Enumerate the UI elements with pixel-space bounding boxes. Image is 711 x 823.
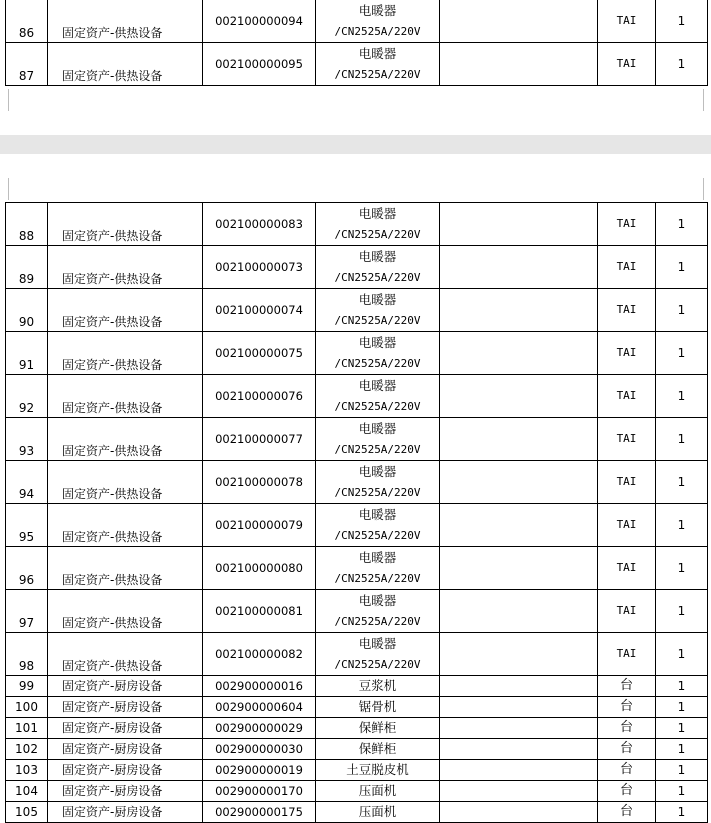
table-row [6,0,708,43]
row-number: 90 [6,289,48,332]
asset-spec: /CN2525A/220V [334,486,421,499]
asset-name: 锯骨机 [358,699,397,714]
quantity-cell: 1 [656,43,708,86]
blank-cell [440,43,598,86]
asset-code-cell: 002900000019 [203,760,316,781]
category-cell: 固定资产-供热设备 [48,0,203,43]
quantity-cell: 1 [656,718,708,739]
page-corner-mark [703,89,710,111]
asset-name-cell [316,802,440,823]
asset-table-page-1 [5,0,708,86]
quantity-cell: 1 [656,633,708,676]
blank-cell [440,590,598,633]
quantity-cell: 1 [656,461,708,504]
asset-spec: /CN2525A/220V [334,68,421,81]
row-number: 88 [6,203,48,246]
asset-name-cell [316,418,440,461]
table-row [6,718,708,739]
quantity-cell: 1 [656,676,708,697]
quantity-cell: 1 [656,547,708,590]
quantity-cell: 1 [656,760,708,781]
category-cell: 固定资产-供热设备 [48,504,203,547]
quantity-cell: 1 [656,590,708,633]
asset-name-cell [316,332,440,375]
unit-cell: TAI [598,418,656,461]
asset-spec: /CN2525A/220V [334,443,421,456]
quantity-cell: 1 [656,0,708,43]
blank-cell [440,802,598,823]
asset-name-cell [316,547,440,590]
row-number: 99 [6,676,48,697]
asset-code-cell: 002100000075 [203,332,316,375]
asset-name: 电暖器 [358,335,397,350]
blank-cell [440,246,598,289]
row-number: 105 [6,802,48,823]
category-cell: 固定资产-厨房设备 [48,781,203,802]
asset-code-cell: 002900000170 [203,781,316,802]
asset-name: 压面机 [358,804,397,819]
asset-spec: /CN2525A/220V [334,228,421,241]
table-row [6,760,708,781]
asset-name: 保鲜柜 [358,741,397,756]
asset-name-cell [316,590,440,633]
category-cell: 固定资产-厨房设备 [48,802,203,823]
document-page-2 [0,154,711,819]
unit-cell: 台 [598,760,656,781]
asset-name-cell [316,697,440,718]
asset-spec: /CN2525A/220V [334,400,421,413]
blank-cell [440,718,598,739]
asset-name-cell [316,461,440,504]
asset-name: 土豆脱皮机 [346,762,409,777]
asset-table-page-2 [5,202,708,823]
blank-cell [440,0,598,43]
category-cell: 固定资产-厨房设备 [48,718,203,739]
asset-name: 电暖器 [358,464,397,479]
unit-cell: TAI [598,590,656,633]
quantity-cell: 1 [656,802,708,823]
category-cell: 固定资产-供热设备 [48,461,203,504]
asset-name: 电暖器 [358,421,397,436]
table-row [6,43,708,86]
asset-spec: /CN2525A/220V [334,314,421,327]
asset-name-cell [316,0,440,43]
unit-cell: TAI [598,289,656,332]
asset-code-cell: 002100000074 [203,289,316,332]
category-cell: 固定资产-供热设备 [48,203,203,246]
row-number: 91 [6,332,48,375]
table-row [6,781,708,802]
quantity-cell: 1 [656,418,708,461]
category-cell: 固定资产-供热设备 [48,246,203,289]
quantity-cell: 1 [656,332,708,375]
asset-code-cell: 002900000604 [203,697,316,718]
table-row [6,590,708,633]
category-cell: 固定资产-供热设备 [48,375,203,418]
category-cell: 固定资产-厨房设备 [48,676,203,697]
page-corner-mark [703,178,710,200]
asset-code-cell: 002100000083 [203,203,316,246]
table-row [6,418,708,461]
category-cell: 固定资产-厨房设备 [48,697,203,718]
asset-code-cell: 002100000095 [203,43,316,86]
row-number: 103 [6,760,48,781]
page-corner-mark [2,178,9,200]
unit-cell: 台 [598,781,656,802]
quantity-cell: 1 [656,781,708,802]
page-separator [0,135,711,154]
asset-code-cell: 002900000175 [203,802,316,823]
category-cell: 固定资产-供热设备 [48,332,203,375]
row-number: 97 [6,590,48,633]
table-row [6,802,708,823]
category-cell: 固定资产-供热设备 [48,43,203,86]
asset-name: 豆浆机 [358,678,397,693]
asset-code-cell: 002100000081 [203,590,316,633]
asset-code-cell: 002100000078 [203,461,316,504]
asset-code-cell: 002100000073 [203,246,316,289]
asset-code-cell: 002100000077 [203,418,316,461]
table-row [6,289,708,332]
unit-cell: TAI [598,504,656,547]
table-row [6,504,708,547]
quantity-cell: 1 [656,246,708,289]
asset-name: 电暖器 [358,593,397,608]
quantity-cell: 1 [656,697,708,718]
table-row [6,332,708,375]
table-row [6,375,708,418]
unit-cell: TAI [598,43,656,86]
row-number: 93 [6,418,48,461]
asset-name: 电暖器 [358,206,397,221]
blank-cell [440,781,598,802]
asset-name: 电暖器 [358,249,397,264]
unit-cell: TAI [598,246,656,289]
asset-name-cell [316,43,440,86]
asset-spec: /CN2525A/220V [334,658,421,671]
category-cell: 固定资产-供热设备 [48,633,203,676]
blank-cell [440,760,598,781]
category-cell: 固定资产-供热设备 [48,547,203,590]
asset-name: 电暖器 [358,507,397,522]
row-number: 100 [6,697,48,718]
table-row [6,697,708,718]
unit-cell: 台 [598,697,656,718]
row-number: 104 [6,781,48,802]
unit-cell: 台 [598,739,656,760]
blank-cell [440,332,598,375]
asset-code-cell: 002900000029 [203,718,316,739]
quantity-cell: 1 [656,375,708,418]
unit-cell: TAI [598,203,656,246]
asset-name-cell [316,760,440,781]
category-cell: 固定资产-厨房设备 [48,739,203,760]
asset-spec: /CN2525A/220V [334,572,421,585]
unit-cell: TAI [598,0,656,43]
row-number: 102 [6,739,48,760]
blank-cell [440,547,598,590]
row-number: 89 [6,246,48,289]
row-number: 87 [6,43,48,86]
unit-cell: 台 [598,802,656,823]
asset-name: 电暖器 [358,46,397,61]
category-cell: 固定资产-供热设备 [48,289,203,332]
asset-spec: /CN2525A/220V [334,271,421,284]
blank-cell [440,203,598,246]
blank-cell [440,676,598,697]
table-row [6,461,708,504]
asset-code-cell: 002100000076 [203,375,316,418]
blank-cell [440,375,598,418]
document-page-1 [0,0,711,135]
asset-code-cell: 002100000080 [203,547,316,590]
blank-cell [440,697,598,718]
asset-name-cell [316,781,440,802]
asset-code-cell: 002900000030 [203,739,316,760]
asset-name-cell [316,375,440,418]
asset-name-cell [316,718,440,739]
page-corner-mark [2,89,9,111]
category-cell: 固定资产-供热设备 [48,590,203,633]
category-cell: 固定资产-厨房设备 [48,760,203,781]
quantity-cell: 1 [656,289,708,332]
quantity-cell: 1 [656,739,708,760]
blank-cell [440,739,598,760]
asset-spec: /CN2525A/220V [334,25,421,38]
row-number: 95 [6,504,48,547]
asset-name: 电暖器 [358,3,397,18]
row-number: 96 [6,547,48,590]
asset-spec: /CN2525A/220V [334,357,421,370]
row-number: 101 [6,718,48,739]
asset-name: 保鲜柜 [358,720,397,735]
category-cell: 固定资产-供热设备 [48,418,203,461]
asset-name: 电暖器 [358,292,397,307]
unit-cell: TAI [598,547,656,590]
asset-name-cell [316,504,440,547]
unit-cell: TAI [598,332,656,375]
unit-cell: 台 [598,718,656,739]
blank-cell [440,504,598,547]
table-row [6,203,708,246]
blank-cell [440,289,598,332]
asset-code-cell: 002100000082 [203,633,316,676]
unit-cell: TAI [598,375,656,418]
table-row [6,739,708,760]
blank-cell [440,418,598,461]
asset-name: 电暖器 [358,636,397,651]
asset-code-cell: 002100000079 [203,504,316,547]
table-row [6,547,708,590]
asset-name-cell [316,676,440,697]
unit-cell: 台 [598,676,656,697]
asset-name-cell [316,203,440,246]
asset-spec: /CN2525A/220V [334,529,421,542]
asset-code-cell: 002900000016 [203,676,316,697]
table-row [6,246,708,289]
blank-cell [440,461,598,504]
table-row [6,633,708,676]
row-number: 94 [6,461,48,504]
asset-name: 电暖器 [358,550,397,565]
row-number: 86 [6,0,48,43]
table-row [6,676,708,697]
asset-name-cell [316,739,440,760]
asset-name-cell [316,246,440,289]
unit-cell: TAI [598,633,656,676]
unit-cell: TAI [598,461,656,504]
blank-cell [440,633,598,676]
row-number: 98 [6,633,48,676]
quantity-cell: 1 [656,203,708,246]
asset-code-cell: 002100000094 [203,0,316,43]
quantity-cell: 1 [656,504,708,547]
asset-spec: /CN2525A/220V [334,615,421,628]
asset-name: 压面机 [358,783,397,798]
asset-name-cell [316,289,440,332]
asset-name-cell [316,633,440,676]
row-number: 92 [6,375,48,418]
asset-name: 电暖器 [358,378,397,393]
